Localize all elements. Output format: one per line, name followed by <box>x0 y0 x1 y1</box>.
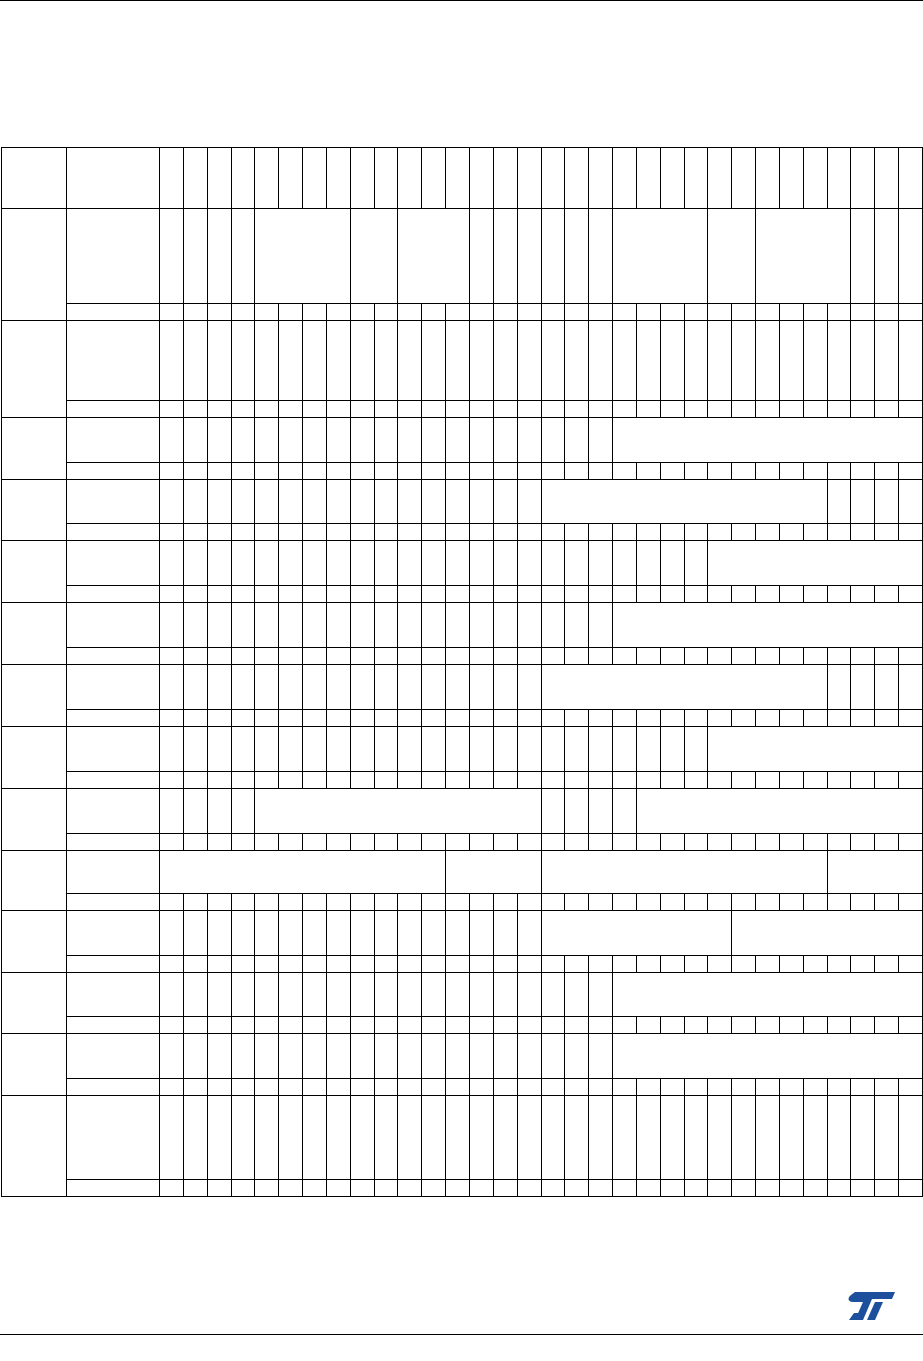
page-bottom-rule <box>0 1334 923 1335</box>
st-logo-icon <box>845 1290 897 1322</box>
